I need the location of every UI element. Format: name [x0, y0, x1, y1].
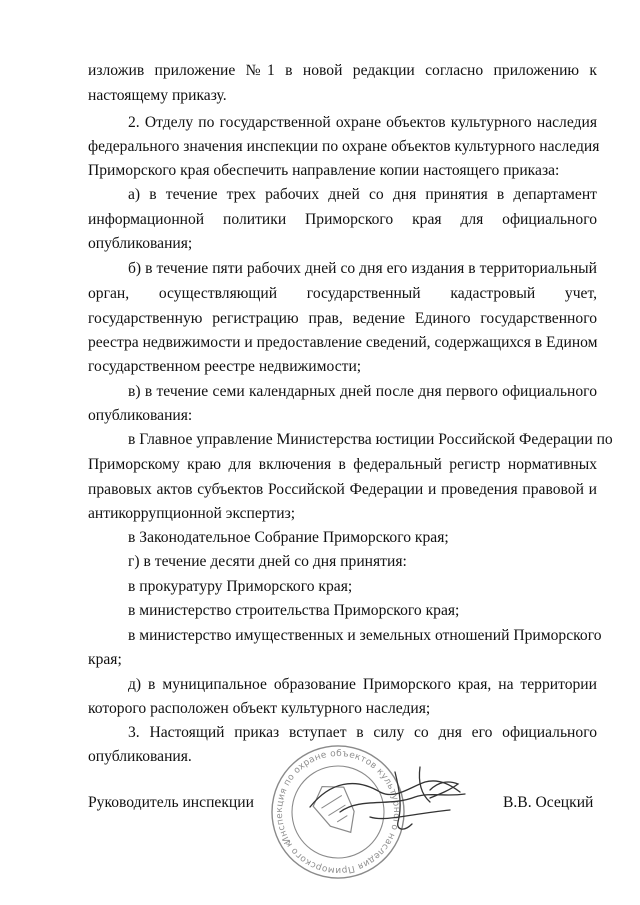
- text-line: Приморского края обеспечить направление копии настоящего приказа:: [88, 162, 560, 179]
- text-line: опубликования:: [88, 407, 193, 424]
- signer-name: В.В. Осецкий: [503, 794, 594, 811]
- text-line: в министерство строительства Приморского края;: [128, 602, 460, 619]
- text-line: в Главное управление Министерства юстиции Российской Федерации по: [128, 431, 613, 448]
- text-line: правовых актов субъектов Российской Федерации и проведения правовой и: [88, 481, 597, 498]
- seal-text: Инспекция по охране объектов культурного наследия Приморского края: [274, 748, 402, 876]
- text-line: государственном реестре недвижимости;: [88, 358, 362, 375]
- text-line: опубликования;: [88, 235, 193, 252]
- text-line: края;: [88, 651, 122, 668]
- text-line: 2. Отделу по государственной охране объектов культурного наследия: [128, 114, 597, 131]
- text-line: 3. Настоящий приказ вступает в силу со дня его официального: [128, 724, 597, 741]
- text-line: реестра недвижимости и предоставление сведений, содержащихся в Едином: [88, 334, 598, 351]
- text-line: в прокуратуру Приморского края;: [128, 578, 353, 595]
- text-line: настоящему приказу.: [88, 87, 227, 104]
- text-line: б) в течение пяти рабочих дней со дня его издания в территориальный: [128, 260, 597, 277]
- text-line: д) в муниципальное образование Приморского края, на территории: [128, 676, 597, 693]
- text-line: а) в течение трех рабочих дней со дня принятия в департамент: [128, 186, 597, 203]
- text-line: антикоррупционной экспертиз;: [88, 505, 296, 522]
- handwritten-signature-icon: [300, 752, 470, 852]
- text-line: в Законодательное Собрание Приморского края;: [128, 529, 449, 546]
- text-line: которого расположен объект культурного наследия;: [88, 700, 431, 717]
- text-line: информационной политики Приморского края для официального: [88, 211, 597, 228]
- text-line: федерального значения инспекции по охране объектов культурного наследия: [88, 138, 600, 155]
- text-line: опубликования.: [88, 748, 192, 765]
- text-line: г) в течение десяти дней со дня принятия:: [128, 553, 407, 570]
- text-line: орган, осуществляющий государственный кадастровый учет,: [88, 285, 597, 302]
- signer-position: Руководитель инспекции: [88, 794, 254, 811]
- text-line: изложив приложение №1 в новой редакции согласно приложению к: [88, 62, 597, 79]
- text-line: в министерство имущественных и земельных отношений Приморского: [128, 627, 602, 644]
- text-line: в) в течение семи календарных дней после дня первого официального: [128, 383, 597, 400]
- text-line: государственную регистрацию прав, ведение Единого государственного: [88, 310, 597, 327]
- text-line: Приморскому краю для включения в федеральный регистр нормативных: [88, 456, 597, 473]
